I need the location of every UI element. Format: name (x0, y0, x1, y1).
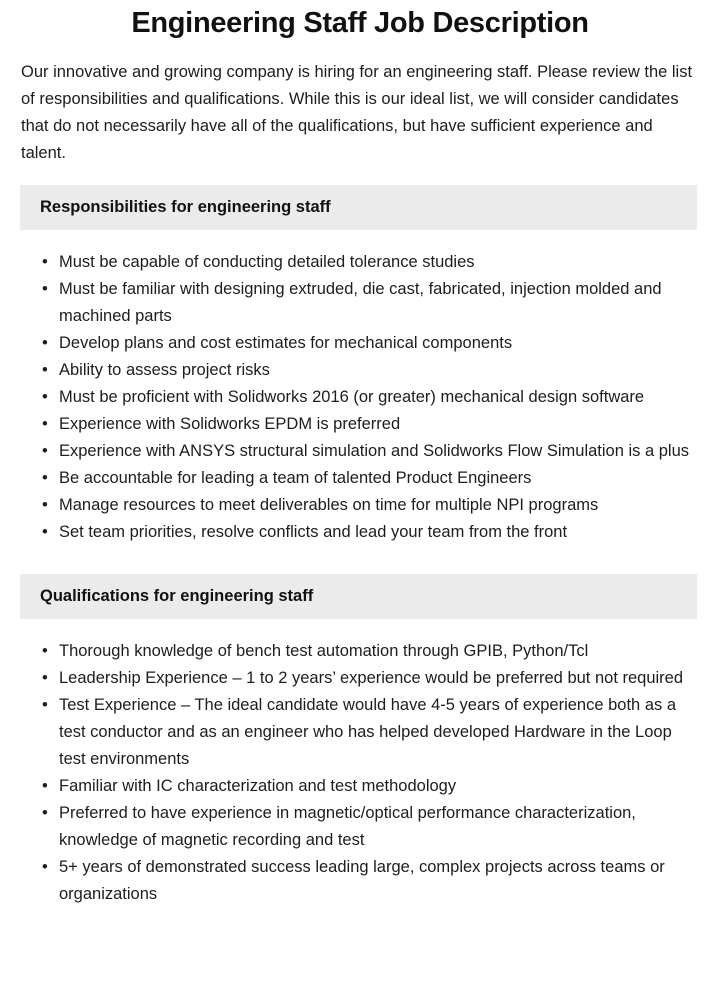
spacer (0, 619, 720, 638)
responsibilities-list (0, 249, 720, 546)
list-item: • Experience with Solidworks EPDM is preferred (0, 411, 720, 438)
intro-paragraph: Our innovative and growing company is hiring for an engineering staff. Please review the list of responsibilities and qualifications. While this is our ideal list, we will consider candidates that do not necessarily have all of the qualifications, but have sufficient experience and talent. (21, 63, 693, 162)
list-item: • Ability to assess project risks (0, 357, 720, 384)
section-qualifications (0, 574, 720, 908)
list-item: • Experience with ANSYS structural simulation and Solidworks Flow Simulation is a plus (0, 438, 720, 465)
list-item: • Must be proficient with Solidworks 2016 (or greater) mechanical design software (0, 384, 720, 411)
list-item: • Preferred to have experience in magnetic/optical performance characterization, knowledge of magnetic recording and test (0, 800, 720, 854)
section-header-responsibilities: Responsibilities for engineering staff (20, 185, 697, 230)
spacer (0, 546, 720, 556)
qualifications-list (0, 638, 720, 908)
list-item: • 5+ years of demonstrated success leading large, complex projects across teams or organizations (0, 854, 720, 908)
list-item: • Familiar with IC characterization and test methodology (0, 773, 720, 800)
list-item: • Must be familiar with designing extruded, die cast, fabricated, injection molded and machined parts (0, 276, 720, 330)
section-responsibilities (0, 185, 720, 556)
spacer (0, 230, 720, 249)
list-item: • Manage resources to meet deliverables on time for multiple NPI programs (0, 492, 720, 519)
list-item: • Leadership Experience – 1 to 2 years’ experience would be preferred but not required (0, 665, 720, 692)
list-item: • Develop plans and cost estimates for mechanical components (0, 330, 720, 357)
list-item: • Set team priorities, resolve conflicts and lead your team from the front (0, 519, 720, 546)
list-item: • Thorough knowledge of bench test automation through GPIB, Python/Tcl (0, 638, 720, 665)
section-header-qualifications: Qualifications for engineering staff (20, 574, 697, 619)
list-item: • Test Experience – The ideal candidate would have 4-5 years of experience both as a test conductor and as an engineer who has helped developed Hardware in the Loop test environments (0, 692, 720, 773)
page-title: Engineering Staff Job Description (131, 7, 589, 39)
list-item: • Be accountable for leading a team of talented Product Engineers (0, 465, 720, 492)
list-item: • Must be capable of conducting detailed tolerance studies (0, 249, 720, 276)
